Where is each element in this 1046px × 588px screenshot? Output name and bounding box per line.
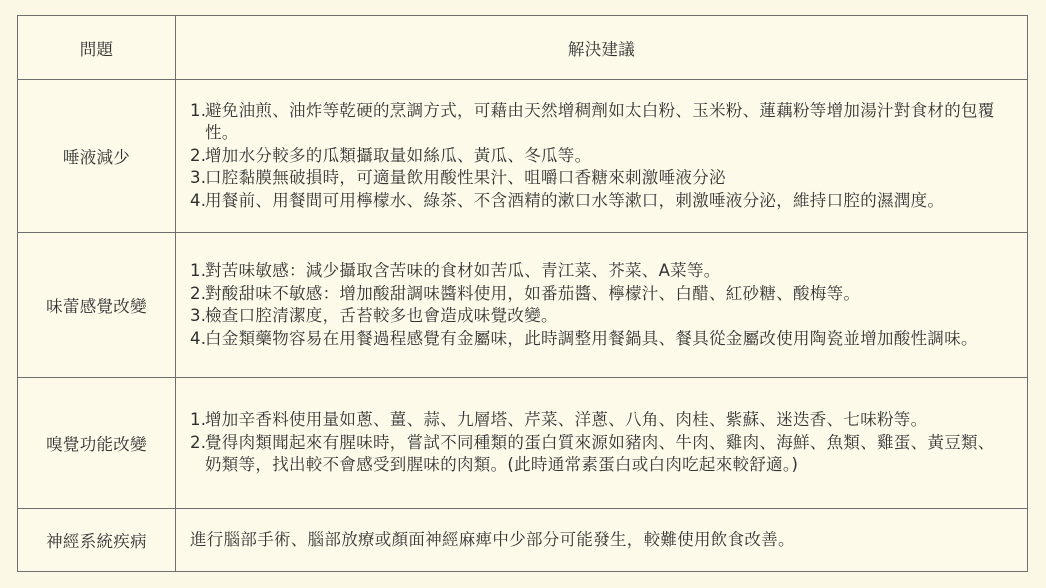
item-number: 4. <box>190 190 207 210</box>
list-item <box>190 190 1009 213</box>
issue-cell: 神經系統疾病 <box>18 509 176 572</box>
dietary-advice-table <box>17 15 1028 572</box>
solution-text: 進行腦部手術、腦部放療或顏面神經麻痺中少部分可能發生，較難使用飲食改善。 <box>190 529 795 549</box>
item-number: 1. <box>190 261 207 280</box>
item-number: 2. <box>190 283 207 303</box>
item-text: 對酸甜味不敏感：增加酸甜調味醬料使用，如番茄醬、檸檬汁、白醋、紅砂糖、酸梅等。 <box>205 283 861 303</box>
item-text: 檢查口腔清潔度，舌苔較多也會造成味覺改變。 <box>205 306 558 325</box>
list-item <box>190 145 1009 168</box>
list-item <box>190 305 1009 328</box>
item-number: 2. <box>190 145 207 165</box>
solution-cell <box>176 378 1028 509</box>
item-text: 增加辛香料使用量如蔥、薑、蒜、九層塔、芹菜、洋蔥、八角、肉桂、紫蘇、迷迭香、七味粉等。 <box>205 410 928 430</box>
list-item <box>190 283 1009 306</box>
item-text: 避免油煎、油炸等乾硬的烹調方式，可藉由天然增稠劑如太白粉、玉米粉、蓮藕粉等增加湯汁對食材的包覆性。 <box>205 100 995 143</box>
list-item <box>190 409 1009 432</box>
item-number: 4. <box>190 328 207 348</box>
list-item <box>190 167 1009 190</box>
issue-cell: 唾液減少 <box>18 80 176 233</box>
item-number: 1. <box>190 410 207 430</box>
item-number: 3. <box>190 306 207 325</box>
table-row <box>18 233 1028 378</box>
solution-list <box>190 260 1009 350</box>
solution-cell <box>176 233 1028 378</box>
item-text: 用餐前、用餐間可用檸檬水、綠茶、不含酒精的漱口水等漱口，刺激唾液分泌，維持口腔的濕潤度。 <box>205 190 945 210</box>
item-number: 1. <box>190 100 207 120</box>
table-header-row <box>18 16 1028 80</box>
solution-cell <box>176 509 1028 572</box>
item-number: 2. <box>190 432 207 452</box>
header-issue: 問題 <box>18 16 176 80</box>
table-row <box>18 80 1028 233</box>
list-item <box>190 328 1009 351</box>
table-row <box>18 509 1028 572</box>
item-number: 3. <box>190 168 207 188</box>
list-item <box>190 432 1009 477</box>
list-item <box>190 260 1009 283</box>
item-text: 對苦味敏感：減少攝取含苦味的食材如苦瓜、青江菜、芥菜、A菜等。 <box>205 261 721 280</box>
solution-cell <box>176 80 1028 233</box>
item-text: 增加水分較多的瓜類攝取量如絲瓜、黃瓜、冬瓜等。 <box>205 145 592 165</box>
list-item <box>190 100 1009 145</box>
item-text: 口腔黏膜無破損時，可適量飲用酸性果汁、咀嚼口香糖來刺激唾液分泌 <box>205 168 726 188</box>
item-text: 覺得肉類聞起來有腥味時，嘗試不同種類的蛋白質來源如豬肉、牛肉、雞肉、海鮮、魚類、雞蛋、黃豆類、奶類等，找出較不會感受到腥味的肉類。(此時通常素蛋白或白肉吃起來較舒適。) <box>205 432 995 475</box>
issue-cell: 味蕾感覺改變 <box>18 233 176 378</box>
issue-cell: 嗅覺功能改變 <box>18 378 176 509</box>
header-solution: 解決建議 <box>176 16 1028 80</box>
solution-list <box>190 100 1009 213</box>
table-row <box>18 378 1028 509</box>
item-text: 白金類藥物容易在用餐過程感覺有金屬味，此時調整用餐鍋具、餐具從金屬改使用陶瓷並增加酸性調味。 <box>205 328 978 348</box>
solution-list <box>190 409 1009 477</box>
